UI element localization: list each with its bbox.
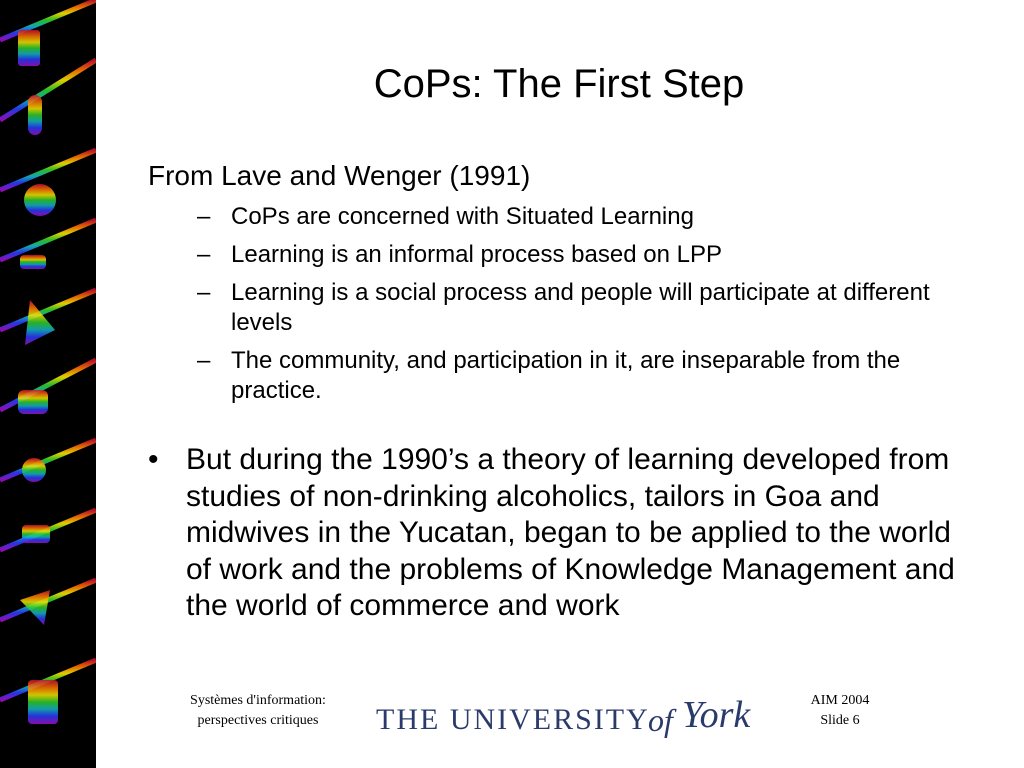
sub-bullet-text: CoPs are concerned with Situated Learning xyxy=(231,203,694,230)
main-bullet xyxy=(148,442,958,625)
dash-marker: – xyxy=(197,347,211,374)
sub-bullet-text: The community, and participation in it, are inseparable from the practice. xyxy=(231,347,901,404)
footer-slide-number: Slide 6 xyxy=(820,713,860,728)
dash-marker: – xyxy=(197,203,211,230)
sub-bullet-text: Learning is a social process and people will participate at different levels xyxy=(231,279,930,336)
bullet-marker: • xyxy=(148,443,159,476)
sub-bullet-text: Learning is an informal process based on LPP xyxy=(231,241,722,268)
logo-york-text: York xyxy=(682,694,751,736)
logo-of-text: of xyxy=(648,702,673,738)
footer-left-line2: perspectives critiques xyxy=(197,713,319,728)
footer-course-label xyxy=(160,691,356,731)
decorative-side-strip xyxy=(0,0,96,768)
sub-bullet xyxy=(197,240,957,270)
sub-bullet xyxy=(197,346,957,406)
intro-line: From Lave and Wenger (1991) xyxy=(148,160,531,191)
footer-event: AIM 2004 xyxy=(810,693,870,708)
footer-slide-info xyxy=(798,691,882,731)
main-bullet-text: But during the 1990’s a theory of learning developed from studies of non-drinking alcoholics, tailors in Goa and midwives in the Yucatan, began to be applied to the world of work and the problems of Knowledge Management and the world of commerce and work xyxy=(186,443,955,622)
footer-left-line1: Systèmes d'information: xyxy=(190,693,326,708)
dash-marker: – xyxy=(197,241,211,268)
university-of-york-logo xyxy=(372,687,772,747)
logo-main-text: THE UNIVERSITY xyxy=(376,703,650,736)
dash-marker: – xyxy=(197,279,211,306)
sub-bullet xyxy=(197,202,957,232)
sub-bullet xyxy=(197,278,957,338)
slide-title: CoPs: The First Step xyxy=(373,62,745,106)
